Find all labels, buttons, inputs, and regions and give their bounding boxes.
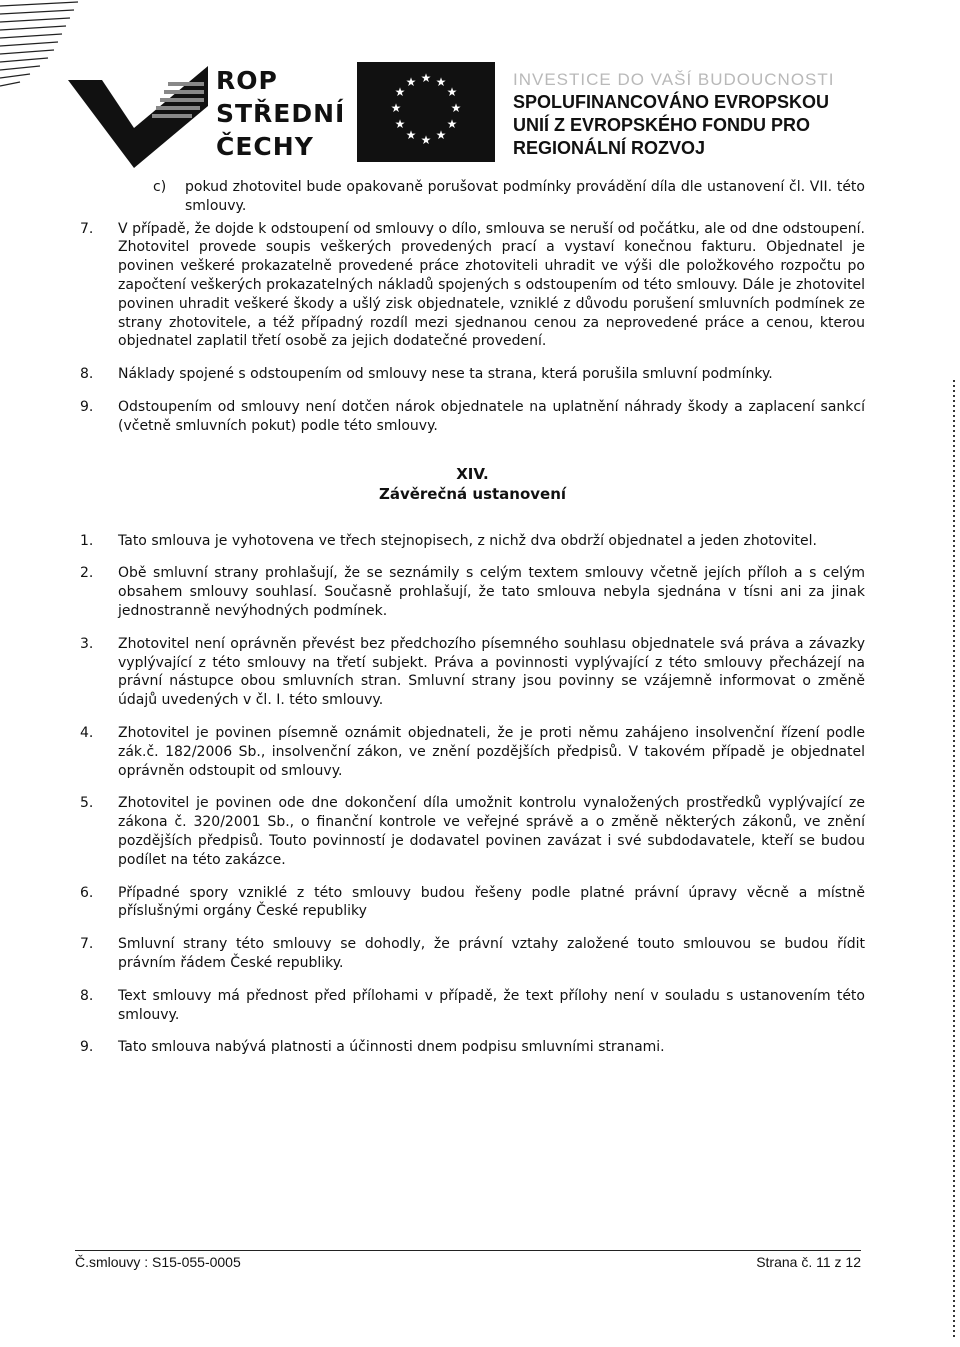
item-text: Zhotovitel je povinen písemně oznámit objednateli, že je proti němu zahájeno insolvenční řízení podle zák.č. 182/2006 Sb., insolvenční zákon, ve znění pozdějších předpisů. V takovém případě je objednatel oprávněn odstoupit od smlouvy.	[118, 724, 865, 779]
svg-text:★: ★	[394, 85, 406, 99]
list-item	[80, 398, 865, 436]
list-item	[80, 884, 865, 922]
item-number: 3.	[80, 635, 94, 652]
rop-line-3: ČECHY	[216, 132, 314, 161]
svg-text:★: ★	[446, 85, 458, 99]
item-text: Tato smlouva nabývá platnosti a účinnosti dnem podpisu smluvními stranami.	[118, 1039, 665, 1056]
rop-line-1: ROP	[216, 66, 278, 95]
svg-text:★: ★	[420, 71, 432, 85]
item-text: pokud zhotovitel bude opakovaně porušovat podmínky provádění díla dle ustanovení čl. VII. této smlouvy.	[185, 179, 865, 214]
list-item	[80, 635, 865, 710]
item-text: Zhotovitel je povinen ode dne dokončení díla umožnit kontrolu vynaložených prostředků vyplývající ze zákona č. 320/2001 Sb., o finanční kontrole ve veřejné správě a o změně některých zákonů, ve znění pozdějších předpisů. Touto povinností je dodavatel povinen zavázat i své subdodavatele, kteří se budou podílet na této zakázce.	[118, 795, 865, 868]
section-title: Závěrečná ustanovení	[378, 484, 567, 503]
section-number: XIV.	[456, 464, 489, 483]
svg-text:★: ★	[435, 75, 447, 89]
rop-line-2: STŘEDNÍ	[216, 99, 346, 128]
item-number: 4.	[80, 724, 94, 741]
item-number: 9.	[80, 398, 94, 415]
item-text: Obě smluvní strany prohlašují, že se seznámily s celým textem smlouvy včetně jejích příloh a s celým obsahem smlouvy souhlasí. Současně prohlašují, že tato smlouva nebyla sjednána v tísni ani za jinak jednostranně nevýhodných podmínek.	[118, 565, 865, 619]
item-number: 8.	[80, 366, 94, 383]
list-item	[80, 724, 865, 780]
list-item	[80, 935, 865, 973]
fund-text	[513, 68, 835, 160]
item-text: Náklady spojené s odstoupením od smlouvy nese ta strana, která porušila smluvní podmínky.	[118, 366, 773, 383]
list-item	[80, 987, 865, 1025]
list-item	[80, 532, 865, 551]
item-number: 8.	[80, 987, 94, 1004]
svg-text:★: ★	[405, 75, 417, 89]
eu-flag-icon	[357, 62, 495, 162]
item-label: c)	[153, 179, 167, 195]
item-text: V případě, že dojde k odstoupení od smlouvy o dílo, smlouva se neruší od počátku, ale od dne odstoupení. Zhotovitel provede soupis veškerých provedených prací a vystaví konečnou fakturu. Objednatel je povinen veškeré prokazatelně provedené práce zhotoviteli uhradit ve výši dle položkového rozpočtu po započtení veškerých prokazatelných nákladů spojených s odstoupením od této smlouvy. Dále je zhotovitel povinen uhradit veškeré škody a ušlý zisk objednatele, vzniklé z důvodu porušení smluvních podmínek ze strany zhotovitele, a též případný rozdíl mezi sjednanou cenou za neprovedené práce a cenou, kterou objednatel zaplatil třetí osobě za jejich dodatečné provedení.	[118, 220, 865, 350]
list-item	[80, 794, 865, 869]
list-item	[80, 365, 865, 384]
item-number: 2.	[80, 565, 94, 582]
document-body	[80, 178, 865, 1057]
svg-text:★: ★	[420, 133, 432, 147]
item-number: 9.	[80, 1039, 94, 1056]
page-number: Strana č. 11 z 12	[756, 1254, 861, 1270]
item-text: Zhotovitel není oprávněn převést bez předchozího písemného souhlasu objednatele svá práva a závazky vyplývající z této smlouvy na třetí subjekt. Práva a povinnosti vyplývající z této smlouvy přecházejí na právní nástupce obou smluvních stran. Smluvní strany jsou povinny se vzájemně informovat o změně údajů uvedených v čl. I. této smlouvy.	[118, 635, 865, 709]
rop-title	[216, 64, 345, 163]
svg-text:★: ★	[405, 128, 417, 142]
fund-line-3: UNIÍ Z EVROPSKÉHO FONDU PRO	[513, 115, 811, 135]
svg-text:★: ★	[450, 101, 462, 115]
svg-text:★: ★	[446, 117, 458, 131]
item-number: 7.	[80, 936, 94, 953]
fund-line-4: REGIONÁLNÍ ROZVOJ	[513, 138, 706, 158]
list-item	[80, 220, 865, 352]
page-footer	[75, 1250, 861, 1270]
contract-number: Č.smlouvy : S15-055-0005	[75, 1254, 241, 1270]
fund-line-2: SPOLUFINANCOVÁNO EVROPSKOU	[513, 92, 830, 112]
svg-text:★: ★	[390, 101, 402, 115]
scan-edge-dots	[950, 380, 958, 1340]
list-item	[80, 1038, 865, 1057]
item-number: 7.	[80, 220, 94, 237]
list-item-c	[80, 178, 865, 216]
svg-text:★: ★	[394, 117, 406, 131]
item-text: Tato smlouva je vyhotovena ve třech stejnopisech, z nichž dva obdrží objednatel a jeden zhotovitel.	[118, 532, 817, 549]
item-text: Smluvní strany této smlouvy se dohodly, že právní vztahy založené touto smlouvou se budou řídit právním řádem České republiky.	[118, 936, 865, 971]
item-text: Odstoupením od smlouvy není dotčen nárok objednatele na uplatnění náhrady škody a zaplacení sankcí (včetně smluvních pokut) podle této smlouvy.	[118, 398, 865, 434]
item-number: 1.	[80, 532, 94, 549]
item-number: 6.	[80, 884, 94, 901]
rop-logo-icon	[68, 66, 212, 168]
item-number: 5.	[80, 795, 94, 812]
svg-text:★: ★	[435, 128, 447, 142]
list-item	[80, 564, 865, 620]
item-text: Text smlouvy má přednost před přílohami v případě, že text přílohy není v souladu s ustanovením této smlouvy.	[118, 987, 865, 1023]
fund-line-1: INVESTICE DO VAŠÍ BUDOUCNOSTI	[513, 70, 835, 89]
item-text: Případné spory vzniklé z této smlouvy budou řešeny podle platné právní úpravy věcně a místně příslušnými orgány České republiky	[118, 884, 865, 920]
